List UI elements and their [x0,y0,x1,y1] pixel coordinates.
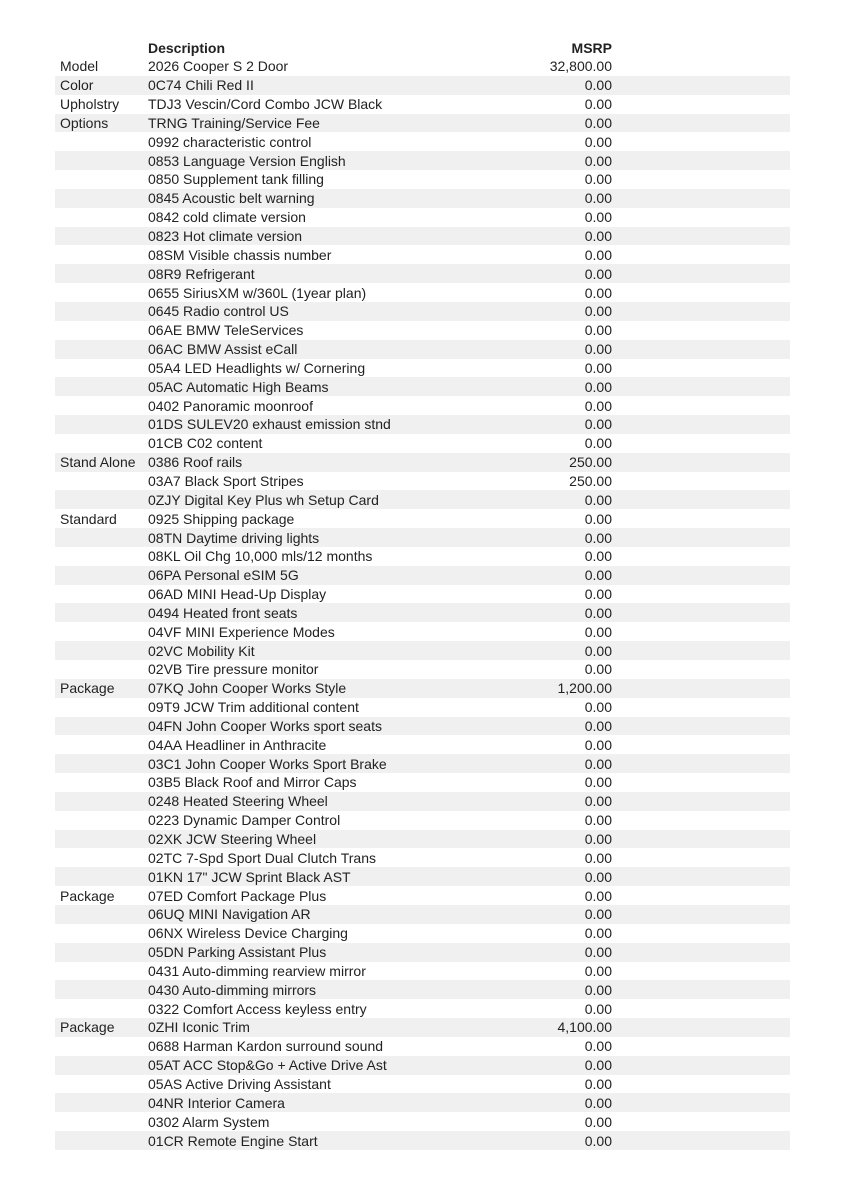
msrp-cell: 0.00 [584,699,612,716]
category-cell: Color [60,77,94,94]
table-row [55,415,790,434]
category-cell: Package [60,1019,115,1036]
msrp-cell: 0.00 [584,831,612,848]
description-cell: 0C74 Chili Red II [148,77,254,94]
table-row [55,1112,790,1131]
description-cell: 08SM Visible chassis number [148,246,332,263]
msrp-cell: 0.00 [584,1075,612,1092]
description-cell: 0402 Panoramic moonroof [148,397,313,414]
description-cell: 0853 Language Version English [148,152,346,169]
header-description-cell: Description [148,39,226,56]
description-cell: 05AS Active Driving Assistant [148,1075,331,1092]
table-row [55,1093,790,1112]
table-row [55,114,790,133]
msrp-cell: 0.00 [584,812,612,829]
msrp-cell: 0.00 [584,774,612,791]
table-row [55,95,790,114]
table-row [55,622,790,641]
msrp-cell: 0.00 [584,604,612,621]
msrp-cell: 0.00 [584,623,612,640]
table-row [55,302,790,321]
msrp-cell: 0.00 [584,378,612,395]
description-cell: 0302 Alarm System [148,1113,270,1130]
msrp-cell: 0.00 [584,793,612,810]
description-cell: 04FN John Cooper Works sport seats [148,717,382,734]
msrp-cell: 250.00 [569,454,612,471]
table-row [55,283,790,302]
table-row [55,396,790,415]
description-cell: 02VB Tire pressure monitor [148,661,319,678]
msrp-cell: 0.00 [584,397,612,414]
table-row [55,811,790,830]
description-cell: 09T9 JCW Trim additional content [148,699,359,716]
msrp-cell: 0.00 [584,548,612,565]
table-row [55,848,790,867]
msrp-cell: 0.00 [584,887,612,904]
table-row [55,679,790,698]
description-cell: 02XK JCW Steering Wheel [148,831,317,848]
msrp-cell: 0.00 [584,642,612,659]
description-cell: 0992 characteristic control [148,133,312,150]
msrp-cell: 0.00 [584,717,612,734]
description-cell: 06AD MINI Head-Up Display [148,586,327,603]
msrp-cell: 0.00 [584,152,612,169]
msrp-cell: 0.00 [584,133,612,150]
category-cell: Stand Alone [60,454,136,471]
description-cell: TRNG Training/Service Fee [148,114,320,131]
msrp-cell: 4,100.00 [557,1019,612,1036]
table-row [55,735,790,754]
msrp-cell: 0.00 [584,359,612,376]
msrp-cell: 0.00 [584,1113,612,1130]
msrp-cell: 0.00 [584,849,612,866]
msrp-cell: 0.00 [584,944,612,961]
description-cell: 05AC Automatic High Beams [148,378,329,395]
description-cell: 0223 Dynamic Damper Control [148,812,341,829]
msrp-cell: 0.00 [584,491,612,508]
msrp-cell: 0.00 [584,755,612,772]
description-cell: 0645 Radio control US [148,303,289,320]
table-row [55,132,790,151]
table-row [55,1075,790,1094]
table-row [55,472,790,491]
description-cell: 06PA Personal eSIM 5G [148,567,299,584]
msrp-cell: 1,200.00 [557,680,612,697]
msrp-cell: 0.00 [584,228,612,245]
msrp-cell: 0.00 [584,322,612,339]
description-cell: 0322 Comfort Access keyless entry [148,1000,367,1017]
table-row [55,980,790,999]
description-cell: 0823 Hot climate version [148,228,303,245]
msrp-cell: 0.00 [584,1000,612,1017]
table-row [55,490,790,509]
description-cell: 03A7 Black Sport Stripes [148,472,304,489]
msrp-cell: 0.00 [584,171,612,188]
table-row [55,603,790,622]
table-row [55,547,790,566]
msrp-cell: 32,800.00 [549,58,612,75]
table-row [55,773,790,792]
msrp-cell: 0.00 [584,586,612,603]
category-cell: Upholstry [60,96,120,113]
table-header-row [55,38,790,57]
table-row [55,566,790,585]
table-row [55,340,790,359]
category-cell: Options [60,114,109,131]
msrp-cell: 0.00 [584,1057,612,1074]
description-cell: 06UQ MINI Navigation AR [148,906,311,923]
table-row [55,698,790,717]
description-cell: 03B5 Black Roof and Mirror Caps [148,774,357,791]
description-cell: 01DS SULEV20 exhaust emission stnd [148,416,391,433]
table-row [55,867,790,886]
description-cell: 04VF MINI Experience Modes [148,623,335,640]
msrp-cell: 0.00 [584,925,612,942]
description-cell: 0430 Auto-dimming mirrors [148,981,317,998]
table-row [55,585,790,604]
msrp-cell: 0.00 [584,341,612,358]
description-cell: 02VC Mobility Kit [148,642,255,659]
description-cell: 0248 Heated Steering Wheel [148,793,328,810]
description-cell: 0850 Supplement tank filling [148,171,324,188]
description-cell: TDJ3 Vescin/Cord Combo JCW Black [148,96,383,113]
description-cell: 02TC 7-Spd Sport Dual Clutch Trans [148,849,376,866]
description-cell: 04NR Interior Camera [148,1094,285,1111]
table-row [55,170,790,189]
table-row [55,962,790,981]
description-cell: 01CB C02 content [148,435,263,452]
msrp-cell: 0.00 [584,567,612,584]
msrp-cell: 0.00 [584,510,612,527]
table-row [55,76,790,95]
msrp-cell: 0.00 [584,209,612,226]
description-cell: 07KQ John Cooper Works Style [148,680,347,697]
table-row [55,453,790,472]
description-cell: 08KL Oil Chg 10,000 mls/12 months [148,548,373,565]
table-row [55,1037,790,1056]
table-row [55,208,790,227]
description-cell: 0845 Acoustic belt warning [148,190,315,207]
table-row [55,227,790,246]
description-cell: 0386 Roof rails [148,454,243,471]
description-cell: 05DN Parking Assistant Plus [148,944,327,961]
table-row [55,905,790,924]
table-row [55,1131,790,1150]
table-row [55,924,790,943]
description-cell: 06AC BMW Assist eCall [148,341,298,358]
msrp-cell: 0.00 [584,1038,612,1055]
description-cell: 03C1 John Cooper Works Sport Brake [148,755,387,772]
table-row [55,377,790,396]
table-row [55,57,790,76]
msrp-cell: 0.00 [584,1094,612,1111]
category-cell: Model [60,58,99,75]
msrp-cell: 0.00 [584,77,612,94]
category-cell: Package [60,887,115,904]
description-cell: 05A4 LED Headlights w/ Cornering [148,359,366,376]
msrp-cell: 0.00 [584,962,612,979]
msrp-cell: 0.00 [584,303,612,320]
msrp-cell: 0.00 [584,96,612,113]
description-cell: 0688 Harman Kardon surround sound [148,1038,384,1055]
table-row [55,528,790,547]
description-cell: 06AE BMW TeleServices [148,322,304,339]
description-cell: 07ED Comfort Package Plus [148,887,327,904]
msrp-cell: 0.00 [584,529,612,546]
msrp-cell: 0.00 [584,661,612,678]
msrp-cell: 0.00 [584,906,612,923]
msrp-cell: 0.00 [584,114,612,131]
msrp-cell: 0.00 [584,265,612,282]
description-cell: 0842 cold climate version [148,209,306,226]
msrp-cell: 0.00 [584,1132,612,1149]
msrp-cell: 0.00 [584,190,612,207]
category-cell: Package [60,680,115,697]
table-row [55,886,790,905]
header-msrp-cell: MSRP [571,39,612,56]
description-cell: 01CR Remote Engine Start [148,1132,318,1149]
table-row [55,264,790,283]
table-row [55,359,790,378]
table-row [55,660,790,679]
table-row [55,641,790,660]
table-row [55,943,790,962]
msrp-cell: 0.00 [584,416,612,433]
msrp-cell: 0.00 [584,736,612,753]
description-cell: 06NX Wireless Device Charging [148,925,348,942]
msrp-cell: 250.00 [569,472,612,489]
table-row [55,1056,790,1075]
description-cell: 0ZJY Digital Key Plus wh Setup Card [148,491,379,508]
table-row [55,245,790,264]
msrp-cell: 0.00 [584,435,612,452]
msrp-cell: 0.00 [584,981,612,998]
description-cell: 0925 Shipping package [148,510,295,527]
msrp-cell: 0.00 [584,284,612,301]
table-row [55,754,790,773]
table-row [55,151,790,170]
msrp-cell: 0.00 [584,868,612,885]
description-cell: 05AT ACC Stop&Go + Active Drive Ast [148,1057,387,1074]
category-cell: Standard [60,510,117,527]
description-cell: 2026 Cooper S 2 Door [148,58,289,75]
description-cell: 08R9 Refrigerant [148,265,255,282]
description-cell: 0494 Heated front seats [148,604,298,621]
description-cell: 08TN Daytime driving lights [148,529,320,546]
table-row [55,509,790,528]
table-row [55,830,790,849]
table-row [55,189,790,208]
table-row [55,321,790,340]
table-row [55,999,790,1018]
description-cell: 0ZHI Iconic Trim [148,1019,250,1036]
msrp-cell: 0.00 [584,246,612,263]
table-row [55,717,790,736]
table-row [55,792,790,811]
description-cell: 0431 Auto-dimming rearview mirror [148,962,366,979]
table-body [55,57,790,1150]
table-row [55,434,790,453]
description-cell: 0655 SiriusXM w/360L (1year plan) [148,284,367,301]
description-cell: 01KN 17" JCW Sprint Black AST [148,868,351,885]
pricing-document [55,38,790,1150]
table-row [55,1018,790,1037]
description-cell: 04AA Headliner in Anthracite [148,736,327,753]
